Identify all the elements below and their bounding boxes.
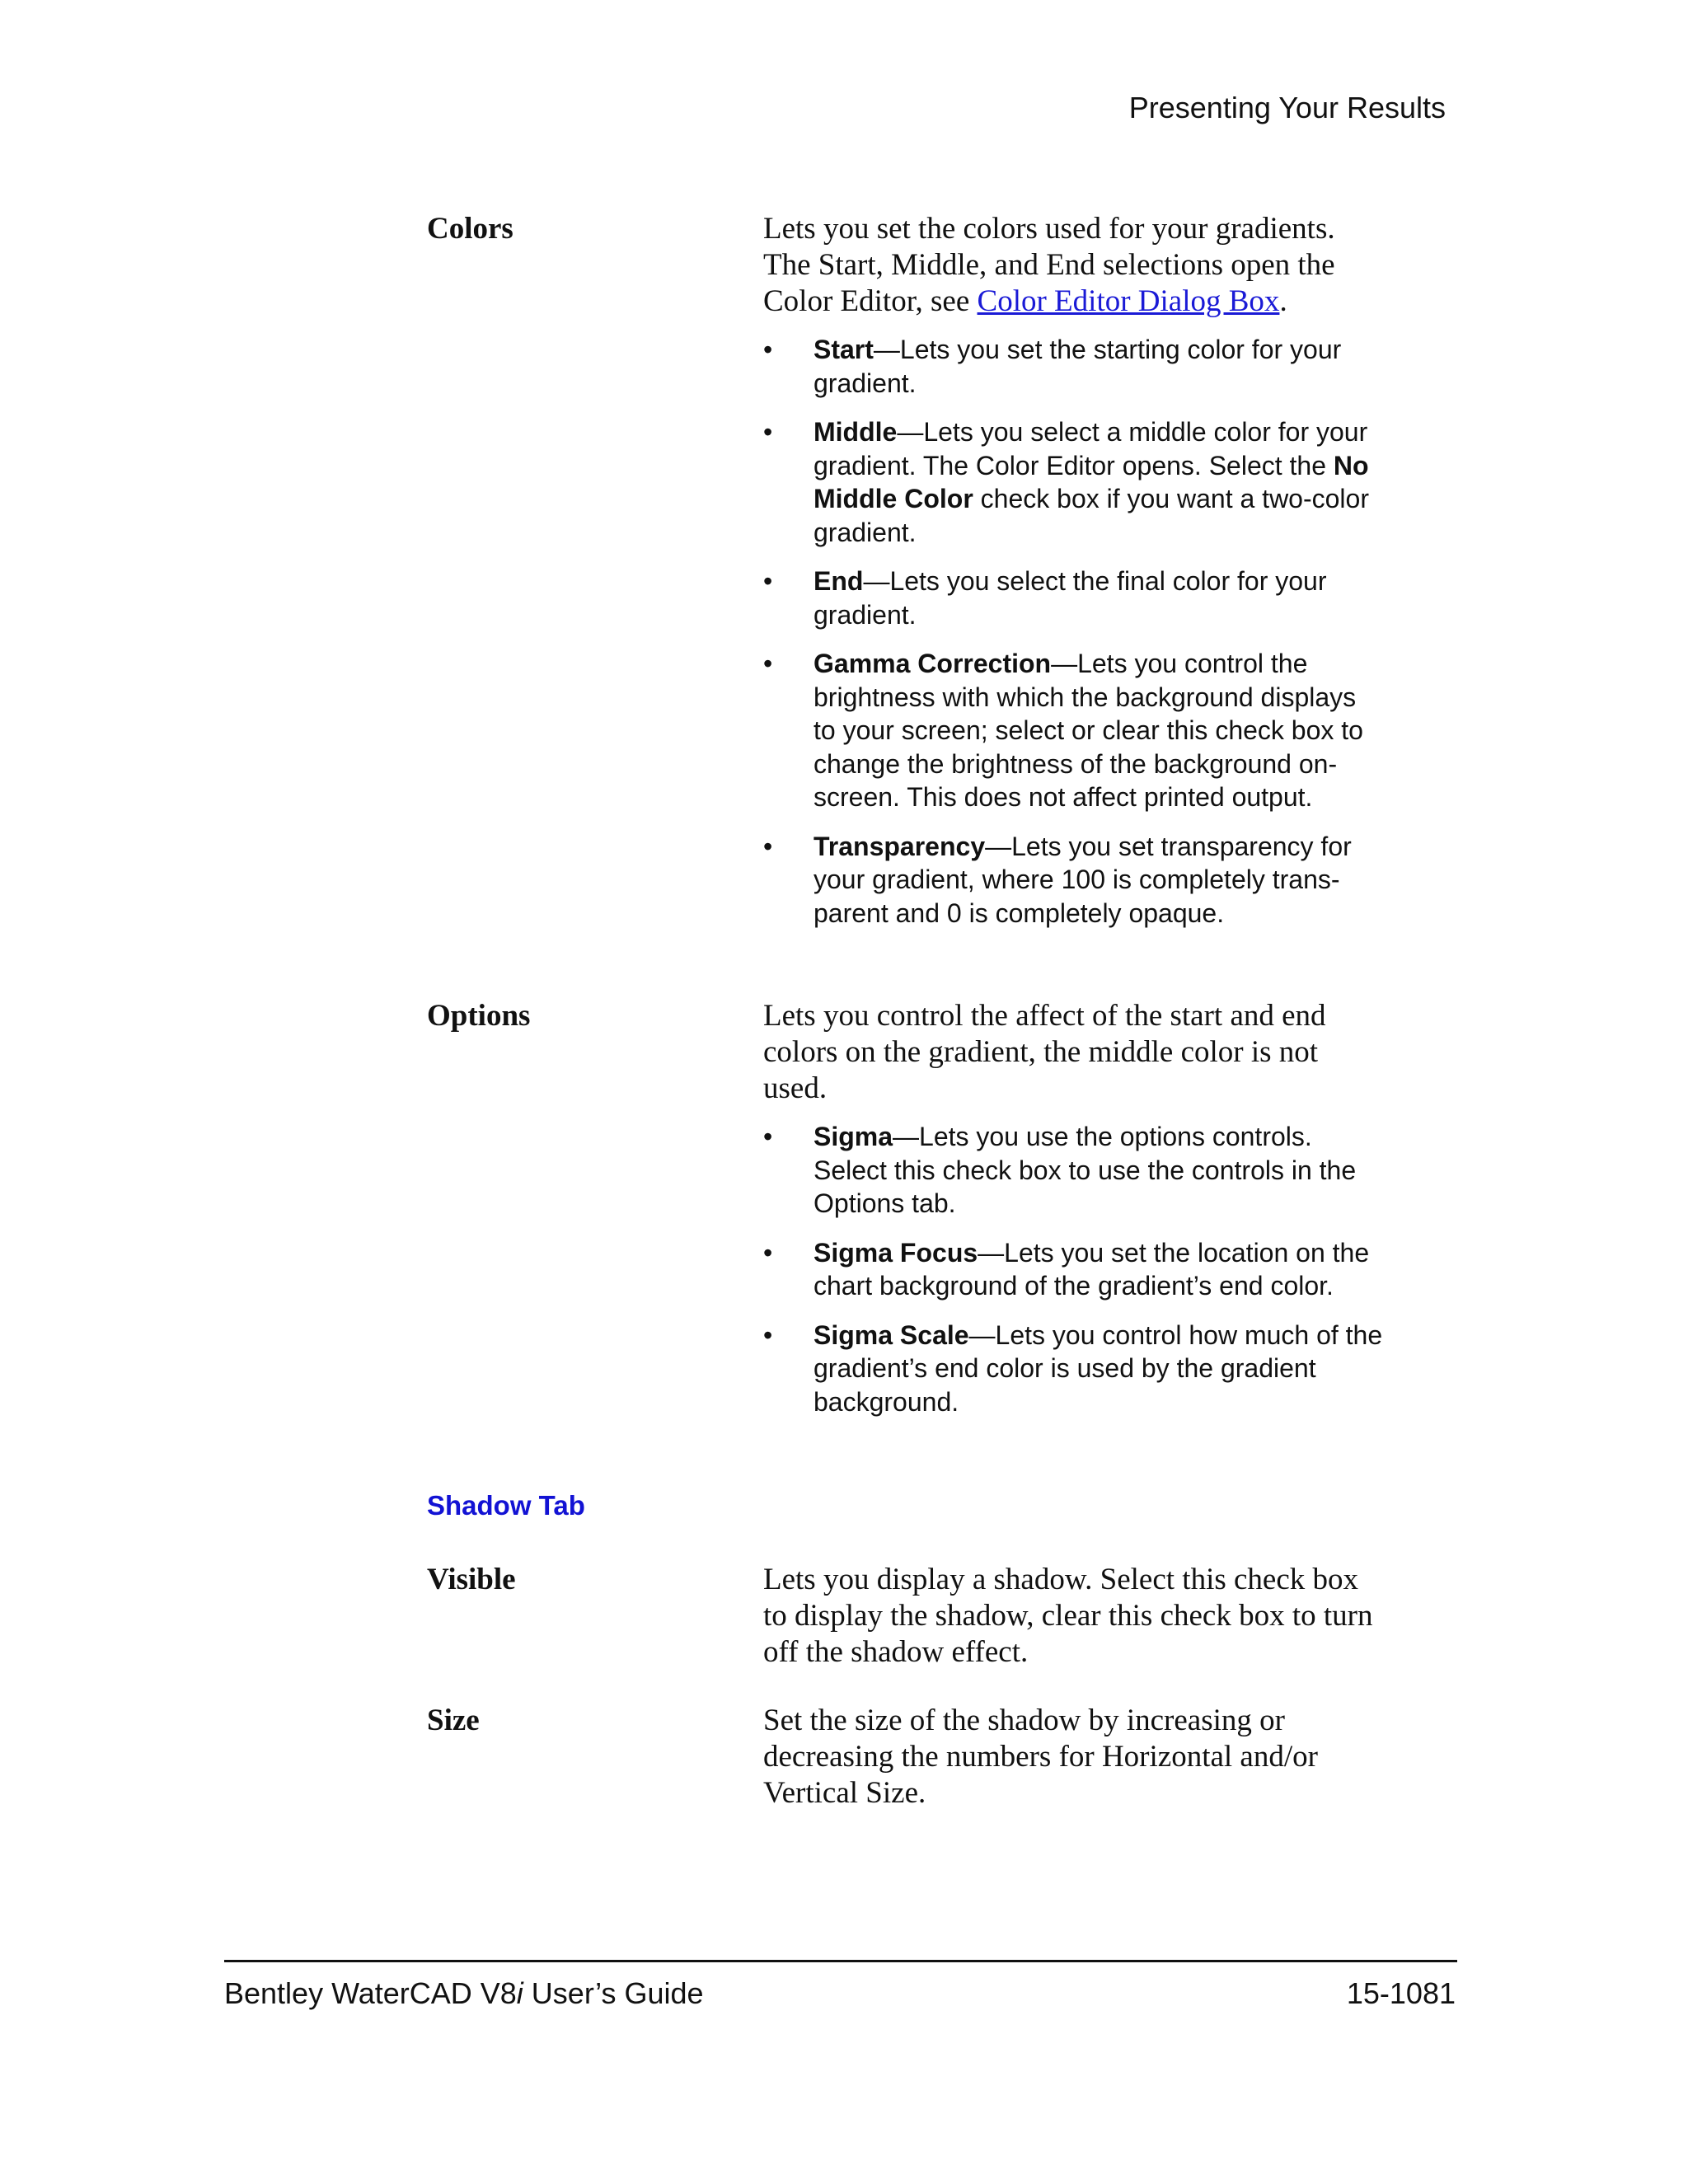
bullet-term: Sigma [814,1122,893,1151]
bullet-text: —Lets you select a middle color for your gradient. The Color Editor opens. Select the [814,417,1368,480]
shadow-tab-heading: Shadow Tab [427,1490,585,1521]
bullet-term: Middle [814,417,898,447]
bullet-sigma [763,1120,1383,1221]
bullet-text: —Lets you set the location on the chart background of the gradient’s end color. [814,1237,1370,1301]
bullet-sigma-focus [763,1236,1383,1303]
footer-guide-italic: i [516,1976,523,2010]
bullet-term: Sigma Focus [814,1237,978,1268]
bullet-term: Start [814,335,874,364]
bullet-term: Sigma Scale [814,1319,969,1350]
bullet-glyph: • [763,1122,773,1151]
bullet-text: —Lets you control how much of the gradient’s end color is used by the gradient background. [814,1319,1383,1417]
visible-description: Lets you display a shadow. Select this check box to display the shadow, clear this check box to turn off the shadow effect. [763,1563,1373,1669]
footer-guide-text: Bentley WaterCAD V8 [224,1976,517,2010]
options-description [763,998,1383,1418]
colors-description [763,211,1383,930]
colors-bullet-list [763,333,1383,930]
colors-term: Colors [427,212,513,246]
bullet-gamma-correction [763,647,1383,814]
bullet-transparency [763,830,1383,930]
footer-guide-text-end: User’s Guide [523,1976,704,2010]
options-term: Options [427,999,531,1033]
footer-rule [224,1960,1457,1962]
options-bullet-list [763,1120,1383,1418]
colors-intro-period: . [1279,284,1287,318]
bullet-text: —Lets you use the options controls. Select this check box to use the controls in the Options tab. [814,1122,1357,1218]
bullet-glyph: • [763,335,773,364]
bullet-text: —Lets you set transparency for your gradient, where 100 is completely trans-parent and 0 is completely opaque. [814,831,1352,928]
bullet-term: Transparency [814,831,986,861]
bullet-term: End [814,566,864,596]
bullet-term: Gamma Correction [814,649,1052,678]
colors-intro [763,211,1383,320]
size-term: Size [427,1704,480,1737]
bullet-glyph: • [763,566,773,596]
bullet-sigma-scale [763,1319,1383,1419]
running-header: Presenting Your Results [1128,91,1446,124]
footer-guide-title [224,1976,704,2011]
bullet-start [763,333,1383,400]
bullet-text: —Lets you select the final color for your gradient. [814,566,1327,630]
bullet-text: —Lets you set the starting color for your gradient. [814,335,1342,398]
bullet-text: —Lets you control the brightness with which the background displays to your screen; select or clear this check box to change the brightness of the background on-screen. This does not affect printed output. [814,649,1363,812]
size-description: Set the size of the shadow by increasing or decreasing the numbers for Horizontal and/or Vertical Size. [763,1704,1318,1810]
bullet-glyph: • [763,1237,773,1268]
options-intro: Lets you control the affect of the start and end colors on the gradient, the middle color is not used. [763,999,1326,1105]
bullet-glyph: • [763,831,773,861]
bullet-glyph: • [763,1319,773,1350]
bullet-glyph: • [763,649,773,678]
color-editor-dialog-link[interactable]: Color Editor Dialog Box [977,284,1280,318]
bullet-text: check box if you want a two-color gradient. [814,484,1369,547]
bullet-middle [763,415,1383,549]
bullet-end [763,565,1383,631]
bullet-inline-term: No Middle Color [814,450,1369,513]
footer-page-number: 15-1081 [1346,1976,1456,2010]
colors-intro-text: Lets you set the colors used for your gradients. The Start, Middle, and End selections open the Color Editor, see [763,212,1335,318]
visible-term: Visible [427,1563,516,1596]
bullet-glyph: • [763,417,773,447]
